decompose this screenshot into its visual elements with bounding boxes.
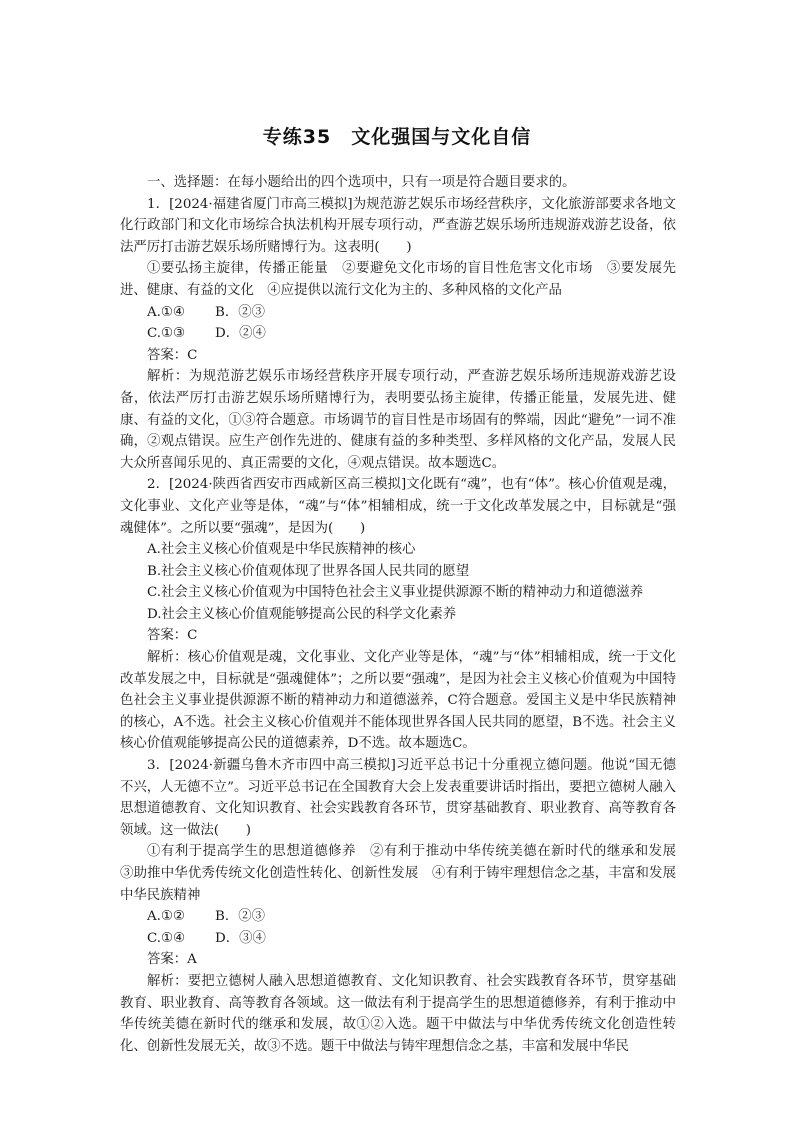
question-1-options-row-1	[120, 302, 676, 324]
question-1-options-row-2	[120, 323, 676, 345]
section-heading: 一、选择题：在每小题给出的四个选项中，只有一项是符合题目要求的。	[147, 175, 576, 190]
question-3-options-row-1	[120, 906, 676, 928]
question-2-answer: 答案：C	[147, 628, 198, 644]
question-2-stem: 2．[2024·陕西省西安市西咸新区高三模拟]文化既有“魂”，也有“体”。核心价值观是魂，文化事业、文化产业等是体，“魂”与“体”相辅相成，统一于文化改革发展之中，目标就是“强魂健体”。之所以要“强魂”，是因为( )	[120, 477, 676, 536]
question-3-analysis: 解析：要把立德树人融入思想道德教育、文化知识教育、社会实践教育各环节，贯穿基础教育、职业教育、高等教育各领域。这一做法有利于提高学生的思想道德修养，有利于推动中华传统美德在新时代的继承和发展，故①②入选。题干中做法与中华优秀传统文化创造性转化、创新性发展无关，故③不选。题干中做法与铸牢理想信念之基，丰富和发展中华民	[120, 973, 676, 1054]
document-body	[120, 172, 690, 1057]
option-b: B．②③	[215, 909, 266, 925]
option-c: C.社会主义核心价值观为中国特色社会主义事业提供源源不断的精神动力和道德滋养	[147, 585, 644, 601]
option-c: C.①③	[147, 326, 186, 342]
page-title: 专练35 文化强国与文化自信	[262, 126, 532, 148]
option-d: D．③④	[215, 930, 266, 946]
option-a: A.①④	[147, 304, 185, 320]
question-3-options-row-2	[120, 928, 676, 950]
option-a: A.①②	[147, 909, 185, 925]
question-1-stem: 1．[2024·福建省厦门市高三模拟]为规范游艺娱乐市场经营秩序，文化旅游部要求各地文化行政部门和文化市场综合执法机构开展专项行动，严查游艺娱乐场所违规游戏游艺设备，依法严厉打击游艺娱乐场所赌博行为。这表明( )	[120, 196, 676, 255]
option-d: D.社会主义核心价值观能够提高公民的科学文化素养	[147, 606, 457, 622]
question-1-answer: 答案：C	[147, 347, 198, 363]
question-1-analysis: 解析：为规范游艺娱乐市场经营秩序开展专项行动，严查游艺娱乐场所违规游戏游艺设备，依法严厉打击游艺娱乐场所赌博行为，表明要弘扬主旋律，传播正能量，发展先进、健康、有益的文化，①③符合题意。市场调节的盲目性是市场固有的弊端，因此“避免”一词不准确，②观点错误。应生产创作先进的、健康有益的多种类型、多样风格的文化产品，发展人民大众所喜闻乐见的、真正需要的文化，④观点错误。故本题选C。	[120, 369, 676, 471]
option-d: D．②④	[215, 326, 266, 342]
option-b: B.社会主义核心价值观体现了世界各国人民共同的愿望	[147, 563, 470, 579]
option-c: C.①④	[147, 930, 186, 946]
question-2-analysis: 解析：核心价值观是魂，文化事业、文化产业等是体，“魂”与“体”相辅相成，统一于文化改革发展之中，目标就是“强魂健体”；之所以要“强魂”，是因为社会主义核心价值观为中国特色社会主义事业提供源源不断的精神动力和道德滋养，C符合题意。爱国主义是中华民族精神的核心，A不选。社会主义核心价值观并不能体现世界各国人民共同的愿望，B不选。社会主义核心价值观能够提高公民的道德素养，D不选。故本题选C。	[120, 650, 676, 752]
option-b: B．②③	[215, 304, 266, 320]
question-3-answer: 答案：A	[147, 952, 197, 968]
question-1-statements: ①要弘扬主旋律，传播正能量 ②要避免文化市场的盲目性危害文化市场 ③要发展先进、健康、有益的文化 ④应提供以流行文化为主的、多种风格的文化产品	[120, 261, 676, 298]
question-3-statements: ①有利于提高学生的思想道德修养 ②有利于推动中华传统美德在新时代的继承和发展 ③助推中华优秀传统文化创造性转化、创新性发展 ④有利于铸牢理想信念之基，丰富和发展中华民族精神	[120, 844, 690, 903]
question-3-stem: 3．[2024·新疆乌鲁木齐市四中高三模拟]习近平总书记十分重视立德问题。他说“国无德不兴，人无德不立”。习近平总书记在全国教育大会上发表重要讲话时指出，要把立德树人融入思想道德教育、文化知识教育、社会实践教育各环节，贯穿基础教育、职业教育、高等教育各领域。这一做法( )	[120, 758, 676, 838]
option-a: A.社会主义核心价值观是中华民族精神的核心	[147, 542, 416, 558]
